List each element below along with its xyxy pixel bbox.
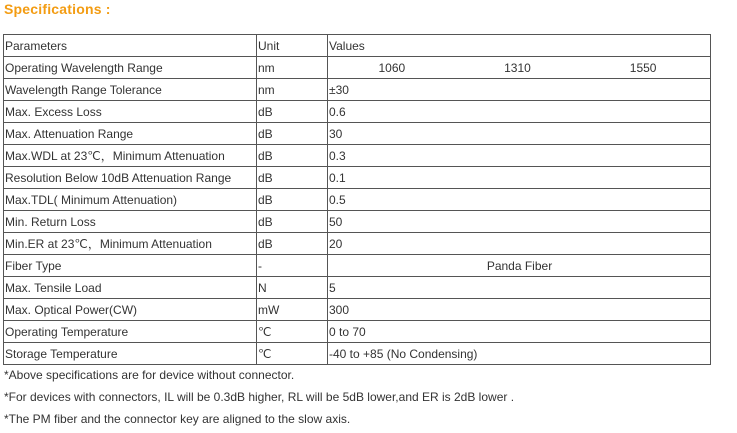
table-row [4,123,711,145]
value-cell: 0.1 [328,167,711,189]
value-cell: 300 [328,299,711,321]
header-parameters: Parameters [4,35,257,57]
param-cell: Max. Attenuation Range [4,123,257,145]
value-cell: 5 [328,277,711,299]
value-cell: 0.6 [328,101,711,123]
value-cell: 30 [328,123,711,145]
footnotes [4,367,514,433]
table-row [4,79,711,101]
value-cell: 0.5 [328,189,711,211]
param-cell: Min.ER at 23℃，Minimum Attenuation [4,233,257,255]
param-cell: Max. Optical Power(CW) [4,299,257,321]
param-cell: Max. Excess Loss [4,101,257,123]
param-cell: Storage Temperature [4,343,257,365]
unit-cell: ℃ [257,343,328,365]
unit-cell: ℃ [257,321,328,343]
table-row [4,343,711,365]
wavelength-1310: 1310 [504,60,531,75]
unit-cell: N [257,277,328,299]
unit-cell: nm [257,79,328,101]
unit-cell: dB [257,211,328,233]
value-cell: 0.3 [328,145,711,167]
header-unit: Unit [257,35,328,57]
param-cell: Operating Temperature [4,321,257,343]
param-cell: Max. Tensile Load [4,277,257,299]
unit-cell: dB [257,167,328,189]
footnote: *For devices with connectors, IL will be 0.3dB higher, RL will be 5dB lower,and ER is 2dB lower . [4,390,515,404]
value-cell: -40 to +85 (No Condensing) [328,343,711,365]
unit-cell: dB [257,101,328,123]
table-row [4,189,711,211]
table-row [4,145,711,167]
wavelength-1060: 1060 [378,60,406,75]
value-cell: 50 [328,211,711,233]
table-header-row [4,35,711,57]
unit-cell: dB [257,123,328,145]
unit-cell: nm [257,57,328,79]
footnote: *Above specifications are for device without connector. [4,368,295,382]
value-cell: Panda Fiber [328,255,711,277]
wavelength-1550: 1550 [629,60,657,75]
unit-cell: mW [257,299,328,321]
value-cell: 20 [328,233,711,255]
section-title: Specifications : [4,1,111,17]
value-cell: 0 to 70 [328,321,711,343]
param-cell: Max.WDL at 23℃，Minimum Attenuation [4,145,257,167]
table-row [4,321,711,343]
unit-cell: dB [257,189,328,211]
param-cell: Operating Wavelength Range [4,57,257,79]
value-cell: ±30 [328,79,711,101]
unit-cell: - [257,255,328,277]
param-cell: Max.TDL( Minimum Attenuation) [4,189,257,211]
value-cell [328,57,711,79]
table-row [4,167,711,189]
table-row [4,211,711,233]
table-row [4,255,711,277]
table-row [4,57,711,79]
header-values: Values [328,35,711,57]
unit-cell: dB [257,145,328,167]
table-row [4,277,711,299]
table-row [4,299,711,321]
unit-cell: dB [257,233,328,255]
specifications-table [3,34,711,365]
param-cell: Min. Return Loss [4,211,257,233]
table-row [4,233,711,255]
param-cell: Fiber Type [4,255,257,277]
footnote: *The PM fiber and the connector key are aligned to the slow axis. [4,412,351,426]
table-row [4,101,711,123]
param-cell: Resolution Below 10dB Attenuation Range [4,167,257,189]
param-cell: Wavelength Range Tolerance [4,79,257,101]
